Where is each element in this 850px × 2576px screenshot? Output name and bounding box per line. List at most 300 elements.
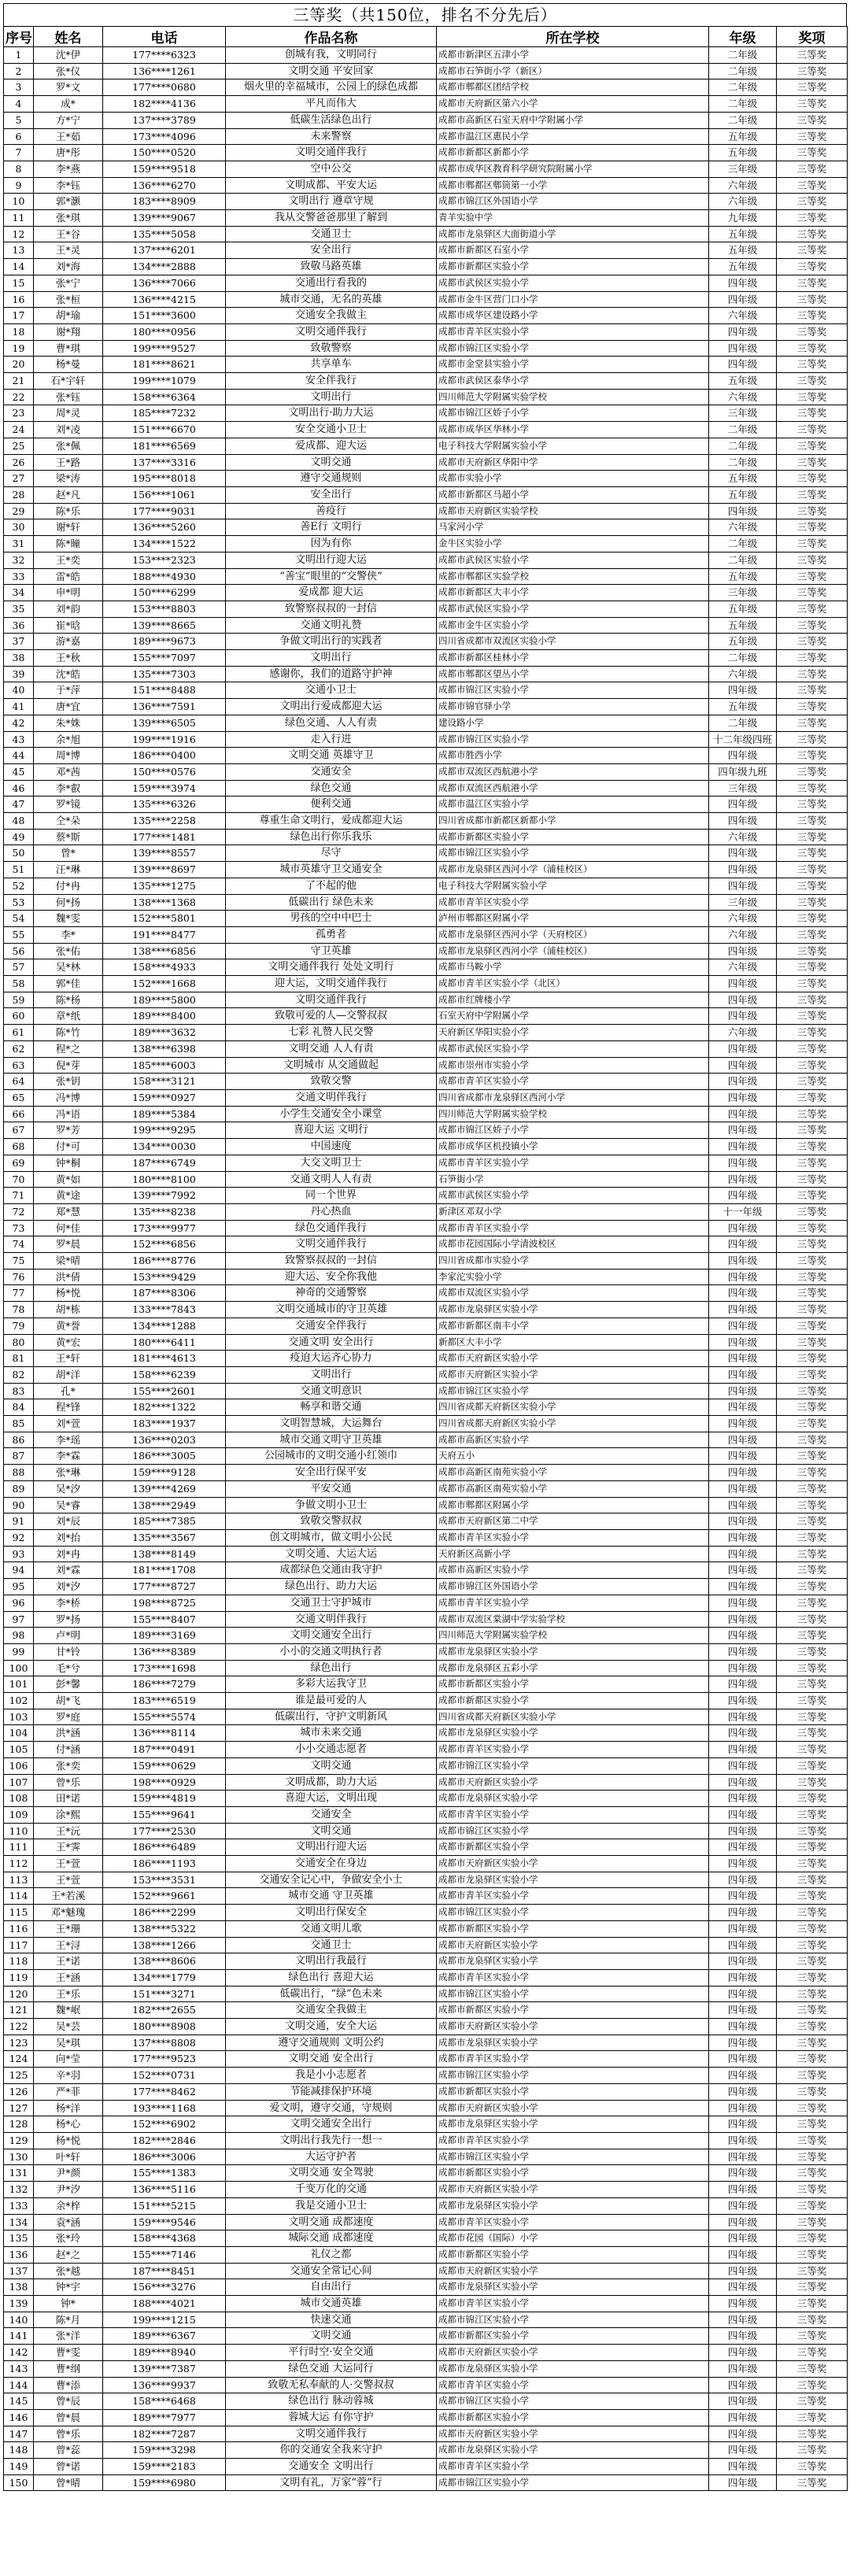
cell-no: 65	[4, 1090, 34, 1107]
cell-work-title: 致敬交警叔叔	[226, 1513, 437, 1530]
cell-name: 罗*芳	[34, 1122, 103, 1139]
cell-work-title: 文明交通伴我行	[226, 1236, 437, 1253]
cell-work-title: 空中公交	[226, 161, 437, 177]
table-row	[4, 47, 848, 64]
cell-phone: 189****6367	[103, 2328, 226, 2345]
cell-no: 73	[4, 1220, 34, 1236]
table-row	[4, 894, 848, 911]
cell-name: 雷*皓	[34, 568, 103, 585]
cell-award: 三等奖	[777, 2360, 848, 2377]
cell-award: 三等奖	[777, 323, 848, 340]
cell-grade: 四年级	[709, 2474, 777, 2491]
cell-award: 三等奖	[777, 1106, 848, 1122]
cell-award: 三等奖	[777, 926, 848, 943]
cell-phone: 158****6364	[103, 389, 226, 405]
cell-school: 金牛区实验小学	[437, 536, 709, 553]
cell-phone: 155****8407	[103, 1611, 226, 1628]
cell-award: 三等奖	[777, 438, 848, 454]
cell-grade: 二年级	[709, 47, 777, 64]
cell-award: 三等奖	[777, 2182, 848, 2198]
cell-award: 三等奖	[777, 1546, 848, 1562]
cell-school: 成都市天府新区实验小学	[437, 1351, 709, 1367]
cell-work-title: 争做文明小卫士	[226, 1497, 437, 1513]
cell-work-title: 创文明城市，做文明小公民	[226, 1529, 437, 1546]
cell-phone: 187****0491	[103, 1742, 226, 1758]
cell-work-title: 文明交通 人人有责	[226, 1040, 437, 1057]
cell-work-title: 小小交通志愿者	[226, 1742, 437, 1758]
cell-school: 成都市天府新区第六小学	[437, 96, 709, 113]
cell-work-title: 致警察叔叔的一封信	[226, 601, 437, 617]
cell-award: 三等奖	[777, 2409, 848, 2426]
cell-school: 成都市龙泉驿区实验小学	[437, 1725, 709, 1742]
cell-school: 成都市锦江区实验小学	[437, 1905, 709, 1921]
table-row	[4, 2019, 848, 2035]
cell-grade: 四年级	[709, 2409, 777, 2426]
cell-phone: 139****8697	[103, 862, 226, 878]
cell-no: 83	[4, 1383, 34, 1399]
cell-phone: 156****1061	[103, 486, 226, 503]
cell-grade: 三年级	[709, 894, 777, 911]
cell-phone: 135****7303	[103, 666, 226, 682]
cell-grade: 四年级	[709, 1334, 777, 1351]
cell-work-title: 平安交通	[226, 1480, 437, 1497]
cell-name: 吴*睿	[34, 1497, 103, 1513]
cell-award: 三等奖	[777, 1643, 848, 1660]
cell-grade: 二年级	[709, 438, 777, 454]
cell-grade: 四年级	[709, 2051, 777, 2068]
cell-no: 131	[4, 2165, 34, 2182]
cell-name: 刘*萱	[34, 1416, 103, 1432]
cell-grade: 四年级	[709, 2345, 777, 2361]
cell-grade: 五年级	[709, 568, 777, 585]
cell-phone: 155****2601	[103, 1383, 226, 1399]
cell-school: 成都市龙泉驿区实验小学	[437, 2197, 709, 2214]
cell-grade: 四年级	[709, 2083, 777, 2100]
cell-name: 胡*洋	[34, 1366, 103, 1383]
cell-no: 62	[4, 1040, 34, 1057]
cell-school: 成都市天府新区第二中学	[437, 1513, 709, 1530]
header-title: 作品名称	[226, 27, 437, 47]
cell-school: 成都市青羊区实验小学	[437, 2459, 709, 2475]
cell-grade: 六年级	[709, 519, 777, 536]
table-row	[4, 878, 848, 894]
cell-work-title: 城市交通，无名的英雄	[226, 291, 437, 308]
cell-phone: 188****4930	[103, 568, 226, 585]
cell-grade: 四年级	[709, 1628, 777, 1644]
cell-grade: 四年级	[709, 2133, 777, 2149]
cell-award: 三等奖	[777, 536, 848, 553]
table-row	[4, 1090, 848, 1107]
cell-no: 106	[4, 1757, 34, 1774]
table-row	[4, 323, 848, 340]
cell-no: 1	[4, 47, 34, 64]
cell-phone: 199****1215	[103, 2312, 226, 2328]
cell-name: 付*冉	[34, 878, 103, 894]
cell-phone: 134****2888	[103, 259, 226, 275]
cell-grade: 四年级	[709, 1074, 777, 1090]
table-row	[4, 748, 848, 764]
cell-phone: 177****9523	[103, 2051, 226, 2068]
cell-grade: 三年级	[709, 780, 777, 796]
cell-school: 成都市高新区石室天府中学附属小学	[437, 112, 709, 128]
cell-phone: 138****5322	[103, 1920, 226, 1937]
cell-award: 三等奖	[777, 976, 848, 992]
cell-award: 三等奖	[777, 357, 848, 373]
cell-school: 成都市武侯区实验小学	[437, 552, 709, 568]
table-row	[4, 1171, 848, 1188]
cell-work-title: 平行时空·安全交通	[226, 2345, 437, 2361]
cell-school: 青羊实验中学	[437, 210, 709, 227]
cell-school: 成都市青羊区实验小学	[437, 2377, 709, 2393]
cell-phone: 137****8808	[103, 2035, 226, 2051]
cell-work-title: 蓉城大运 有你守护	[226, 2409, 437, 2426]
cell-grade: 四年级	[709, 1595, 777, 1611]
cell-school: 成都市温江区惠民小学	[437, 128, 709, 145]
cell-phone: 158****6239	[103, 1366, 226, 1383]
cell-no: 20	[4, 357, 34, 373]
cell-name: 王*谷	[34, 226, 103, 242]
cell-phone: 177****2530	[103, 1823, 226, 1839]
cell-school: 成都市天府新区实验小学	[437, 2263, 709, 2279]
cell-phone: 177****8727	[103, 1579, 226, 1595]
cell-award: 三等奖	[777, 862, 848, 878]
cell-work-title: 男孩的空中中巴士	[226, 911, 437, 927]
cell-grade: 二年级	[709, 552, 777, 568]
table-row	[4, 1774, 848, 1791]
cell-name: 李*叡	[34, 780, 103, 796]
cell-name: 邓*茜	[34, 763, 103, 780]
cell-name: 王*涵	[34, 1969, 103, 1986]
cell-no: 75	[4, 1253, 34, 1270]
cell-award: 三等奖	[777, 2426, 848, 2442]
table-row	[4, 210, 848, 227]
table-row	[4, 357, 848, 373]
cell-school: 成都市新都区实验小学	[437, 2328, 709, 2345]
cell-name: 王*霁	[34, 1839, 103, 1856]
cell-award: 三等奖	[777, 210, 848, 227]
cell-school: 成都市龙泉驿区大面街道小学	[437, 226, 709, 242]
cell-grade: 四年级	[709, 1236, 777, 1253]
table-row	[4, 617, 848, 634]
table-row	[4, 1579, 848, 1595]
cell-award: 三等奖	[777, 699, 848, 715]
cell-name: 崔*晗	[34, 617, 103, 634]
table-row	[4, 2393, 848, 2410]
cell-no: 99	[4, 1643, 34, 1660]
cell-award: 三等奖	[777, 2165, 848, 2182]
cell-phone: 185****6003	[103, 1057, 226, 1074]
cell-phone: 199****1079	[103, 373, 226, 390]
cell-award: 三等奖	[777, 634, 848, 650]
cell-grade: 四年级	[709, 2393, 777, 2410]
cell-work-title: 多彩大运我守卫	[226, 1676, 437, 1693]
cell-phone: 136****1261	[103, 63, 226, 79]
cell-no: 94	[4, 1562, 34, 1579]
cell-award: 三等奖	[777, 2246, 848, 2263]
cell-school: 成都市新都区马超小学	[437, 486, 709, 503]
cell-school: 四川省成都天府新区实验小学	[437, 1709, 709, 1725]
cell-phone: 153****9429	[103, 1269, 226, 1285]
table-row	[4, 845, 848, 862]
cell-work-title: 文明交通	[226, 1757, 437, 1774]
cell-no: 113	[4, 1872, 34, 1888]
cell-award: 三等奖	[777, 1253, 848, 1270]
cell-name: 王*浔	[34, 1937, 103, 1953]
cell-no: 87	[4, 1448, 34, 1465]
cell-grade: 四年级	[709, 1611, 777, 1628]
cell-award: 三等奖	[777, 96, 848, 113]
cell-work-title: 文明出行迎大运	[226, 552, 437, 568]
table-row	[4, 503, 848, 519]
cell-award: 三等奖	[777, 275, 848, 291]
cell-phone: 189****7977	[103, 2409, 226, 2426]
table-row	[4, 1839, 848, 1856]
cell-phone: 151****6670	[103, 422, 226, 438]
cell-phone: 135****8238	[103, 1203, 226, 1220]
table-row	[4, 715, 848, 731]
cell-award: 三等奖	[777, 1432, 848, 1448]
cell-school: 成都市温江区实验小学	[437, 796, 709, 813]
award-table	[3, 26, 848, 2491]
cell-name: 王*奕	[34, 552, 103, 568]
cell-phone: 158****4933	[103, 959, 226, 976]
cell-grade: 四年级	[709, 943, 777, 959]
cell-grade: 五年级	[709, 242, 777, 259]
cell-school: 成都市马鞍小学	[437, 959, 709, 976]
cell-grade: 五年级	[709, 373, 777, 390]
cell-school: 成都市龙泉驿区实验小学	[437, 1953, 709, 1970]
cell-no: 112	[4, 1856, 34, 1872]
cell-no: 100	[4, 1660, 34, 1676]
cell-work-title: 文明交通，安全大运	[226, 2019, 437, 2035]
cell-work-title: 交通出行看我的	[226, 275, 437, 291]
cell-school: 成都市新都区实验小学	[437, 1839, 709, 1856]
cell-school: 成都市青羊区实验小学	[437, 1969, 709, 1986]
cell-name: 王*秋	[34, 650, 103, 667]
cell-no: 53	[4, 894, 34, 911]
cell-grade: 四年级	[709, 2165, 777, 2182]
cell-work-title: 孤勇者	[226, 926, 437, 943]
cell-work-title: 文明交通伴我行	[226, 992, 437, 1008]
cell-no: 120	[4, 1986, 34, 2002]
cell-no: 30	[4, 519, 34, 536]
cell-award: 三等奖	[777, 1742, 848, 1758]
table-row	[4, 145, 848, 161]
cell-award: 三等奖	[777, 2263, 848, 2279]
cell-grade: 四年级	[709, 2312, 777, 2328]
cell-school: 成都市锦江区实验小学	[437, 340, 709, 357]
cell-no: 44	[4, 748, 34, 764]
cell-award: 三等奖	[777, 79, 848, 96]
cell-award: 三等奖	[777, 1709, 848, 1725]
cell-award: 三等奖	[777, 878, 848, 894]
cell-award: 三等奖	[777, 959, 848, 976]
cell-grade: 六年级	[709, 1025, 777, 1041]
table-row	[4, 2035, 848, 2051]
cell-name: 钟*桐	[34, 1155, 103, 1171]
cell-award: 三等奖	[777, 1693, 848, 1709]
cell-name: 陈*杨	[34, 992, 103, 1008]
cell-name: 方*宁	[34, 112, 103, 128]
cell-name: 郑*慧	[34, 1203, 103, 1220]
cell-work-title: 城际交通 成都速度	[226, 2230, 437, 2247]
cell-phone: 156****3276	[103, 2279, 226, 2296]
cell-school: 成都市新都区实验小学	[437, 829, 709, 845]
cell-award: 三等奖	[777, 194, 848, 210]
cell-grade: 四年级	[709, 2246, 777, 2263]
table-row	[4, 813, 848, 830]
cell-work-title: 文明交通安全出行	[226, 2116, 437, 2133]
cell-name: 罗*庭	[34, 1709, 103, 1725]
cell-phone: 152****6902	[103, 2116, 226, 2133]
cell-work-title: 文明交通 成都速度	[226, 2214, 437, 2230]
cell-name: 郭*佳	[34, 976, 103, 992]
cell-phone: 195****8018	[103, 471, 226, 487]
cell-name: 王*诺	[34, 1953, 103, 1970]
cell-phone: 158****6468	[103, 2393, 226, 2410]
cell-name: 曾*诺	[34, 2459, 103, 2475]
cell-phone: 182****2655	[103, 2002, 226, 2019]
table-row	[4, 471, 848, 487]
cell-grade: 四年级	[709, 1660, 777, 1676]
cell-grade: 四年级	[709, 845, 777, 862]
cell-grade: 四年级	[709, 1969, 777, 1986]
cell-school: 成都市金牛区实验小学	[437, 617, 709, 634]
table-row	[4, 1366, 848, 1383]
cell-school: 成都市青羊区实验小学（北区）	[437, 976, 709, 992]
table-row	[4, 405, 848, 422]
cell-school: 成都市武侯区实验小学	[437, 601, 709, 617]
cell-no: 72	[4, 1203, 34, 1220]
cell-name: 胡*瑜	[34, 308, 103, 324]
header-phone: 电话	[103, 27, 226, 47]
header-award: 奖项	[777, 27, 848, 47]
cell-phone: 152****0731	[103, 2068, 226, 2084]
cell-name: 曾*蕊	[34, 2442, 103, 2459]
cell-grade: 四年级	[709, 1725, 777, 1742]
cell-name: 张*钰	[34, 389, 103, 405]
table-row	[4, 1546, 848, 1562]
cell-work-title: 文明交通	[226, 1823, 437, 1839]
table-row	[4, 1399, 848, 1416]
cell-grade: 四年级	[709, 1757, 777, 1774]
cell-award: 三等奖	[777, 1448, 848, 1465]
table-row	[4, 2002, 848, 2019]
cell-award: 三等奖	[777, 128, 848, 145]
cell-school: 四川省成都天府新区实验小学	[437, 1416, 709, 1432]
cell-grade: 四年级	[709, 813, 777, 830]
table-row	[4, 796, 848, 813]
table-row	[4, 1953, 848, 1970]
header-row	[4, 27, 848, 47]
cell-no: 117	[4, 1937, 34, 1953]
cell-name: 王*路	[34, 454, 103, 471]
cell-phone: 173****9977	[103, 1220, 226, 1236]
cell-name: 邓*魅瑰	[34, 1905, 103, 1921]
cell-school: 成都市锦江区实验小学	[437, 2474, 709, 2491]
cell-grade: 六年级	[709, 177, 777, 194]
cell-name: 仝*朵	[34, 813, 103, 830]
cell-phone: 137****3789	[103, 112, 226, 128]
cell-no: 10	[4, 194, 34, 210]
cell-work-title: 文明交通、大运大运	[226, 1546, 437, 1562]
cell-school: 成都市青羊区实验小学	[437, 2051, 709, 2068]
table-row	[4, 1969, 848, 1986]
cell-phone: 155****7097	[103, 650, 226, 667]
table-row	[4, 275, 848, 291]
cell-name: 王*轩	[34, 1351, 103, 1367]
cell-award: 三等奖	[777, 1351, 848, 1367]
cell-award: 三等奖	[777, 1040, 848, 1057]
cell-award: 三等奖	[777, 1334, 848, 1351]
cell-no: 16	[4, 291, 34, 308]
cell-phone: 199****1916	[103, 731, 226, 748]
cell-no: 96	[4, 1595, 34, 1611]
cell-school: 成都市天府新区实验学校	[437, 503, 709, 519]
table-row	[4, 438, 848, 454]
cell-phone: 177****9031	[103, 503, 226, 519]
cell-award: 三等奖	[777, 845, 848, 862]
cell-phone: 153****3531	[103, 1872, 226, 1888]
cell-award: 三等奖	[777, 763, 848, 780]
cell-school: 泸州市郫都区附属小学	[437, 911, 709, 927]
cell-award: 三等奖	[777, 47, 848, 64]
cell-phone: 186****2299	[103, 1905, 226, 1921]
cell-grade: 四年级	[709, 2296, 777, 2312]
cell-phone: 135****1275	[103, 878, 226, 894]
cell-work-title: 城市交通 守卫英雄	[226, 1888, 437, 1905]
cell-grade: 四年级	[709, 1285, 777, 1302]
cell-name: 沈*伊	[34, 47, 103, 64]
table-row	[4, 1806, 848, 1823]
cell-award: 三等奖	[777, 1236, 848, 1253]
cell-award: 三等奖	[777, 112, 848, 128]
cell-name: 罗*晨	[34, 1236, 103, 1253]
cell-school: 成都市武侯区实验小学	[437, 1040, 709, 1057]
cell-grade: 四年级	[709, 2116, 777, 2133]
cell-phone: 150****0520	[103, 145, 226, 161]
cell-no: 9	[4, 177, 34, 194]
table-row	[4, 1253, 848, 1270]
cell-school: 成都市花园（国际）小学	[437, 2230, 709, 2247]
cell-work-title: 感谢你，我们的道路守护神	[226, 666, 437, 682]
cell-school: 成都市双流区棠湖中学实验学校	[437, 1611, 709, 1628]
cell-name: 游*嘉	[34, 634, 103, 650]
cell-award: 三等奖	[777, 242, 848, 259]
cell-school: 成都市郫都区望丛小学	[437, 666, 709, 682]
cell-name: 唐*宜	[34, 699, 103, 715]
table-row	[4, 1742, 848, 1758]
table-row	[4, 389, 848, 405]
cell-school: 成都市武侯区泰华小学	[437, 373, 709, 390]
cell-award: 三等奖	[777, 308, 848, 324]
cell-no: 36	[4, 617, 34, 634]
cell-no: 40	[4, 682, 34, 699]
cell-school: 成都市锦江区实验小学	[437, 731, 709, 748]
table-row	[4, 63, 848, 79]
cell-school: 成都市龙泉驿区实验小学	[437, 2116, 709, 2133]
table-row	[4, 682, 848, 699]
cell-name: 刘*抬	[34, 1529, 103, 1546]
cell-no: 67	[4, 1122, 34, 1139]
cell-award: 三等奖	[777, 1188, 848, 1204]
cell-no: 129	[4, 2133, 34, 2149]
cell-no: 58	[4, 976, 34, 992]
cell-no: 11	[4, 210, 34, 227]
table-row	[4, 2263, 848, 2279]
cell-grade: 四年级	[709, 1188, 777, 1204]
cell-work-title: 文明交通 平安回家	[226, 63, 437, 79]
